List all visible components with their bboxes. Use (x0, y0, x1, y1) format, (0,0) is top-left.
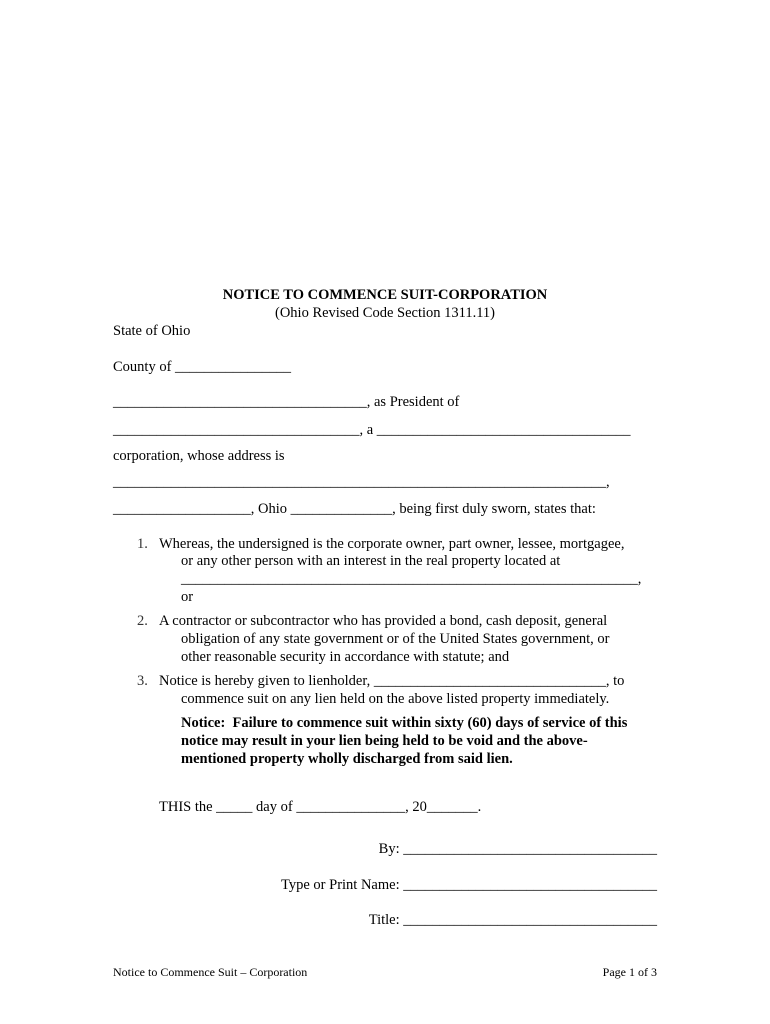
signature-name: Type or Print Name: ___________________________________ (281, 877, 657, 893)
list-item-line: A contractor or subcontractor who has provided a bond, cash deposit, general (159, 613, 608, 629)
list-item-line: Notice is hereby given to lienholder, ________________________________, to (159, 673, 625, 689)
list-item-number: 3. (137, 673, 148, 689)
list-item-number: 2. (137, 613, 148, 629)
list-item-line: or (181, 589, 194, 605)
president-line: ___________________________________, as President of (113, 394, 460, 410)
document-subtitle: (Ohio Revised Code Section 1311.11) (274, 305, 496, 321)
notice-warning: mentioned property wholly discharged from said lien. (181, 751, 513, 767)
address-label: corporation, whose address is (113, 448, 285, 464)
address-blank: ____________________________________________________________________, (113, 474, 610, 490)
list-item-line: commence suit on any lien held on the above listed property immediately. (181, 691, 610, 707)
state-line: State of Ohio (113, 323, 191, 339)
county-line: County of ________________ (113, 359, 292, 375)
date-line: THIS the _____ day of _______________, 20_______. (159, 799, 482, 815)
property-location-blank: _______________________________________________________________, (181, 571, 642, 587)
list-item-line: or any other person with an interest in the real property located at (181, 553, 561, 569)
list-item-line: obligation of any state government or of the United States government, or (181, 631, 610, 647)
signature-by: By: ___________________________________ (378, 841, 657, 857)
document-title: NOTICE TO COMMENCE SUIT-CORPORATION (222, 287, 548, 303)
corporation-line: __________________________________, a ___________________________________ (113, 422, 631, 438)
city-line: ___________________, Ohio ______________, being first duly sworn, states that: (113, 501, 596, 517)
list-item-number: 1. (137, 536, 148, 552)
signature-title: Title: ___________________________________ (368, 912, 657, 928)
notice-warning: notice may result in your lien being held to be void and the above- (181, 733, 588, 749)
page-number: Page 1 of 3 (602, 965, 657, 979)
footer-left: Notice to Commence Suit – Corporation (113, 965, 308, 979)
list-item-line: Whereas, the undersigned is the corporate owner, part owner, lessee, mortgagee, (159, 536, 625, 552)
notice-warning: Notice: Failure to commence suit within sixty (60) days of service of this (181, 715, 628, 731)
list-item-line: other reasonable security in accordance with statute; and (181, 649, 510, 665)
